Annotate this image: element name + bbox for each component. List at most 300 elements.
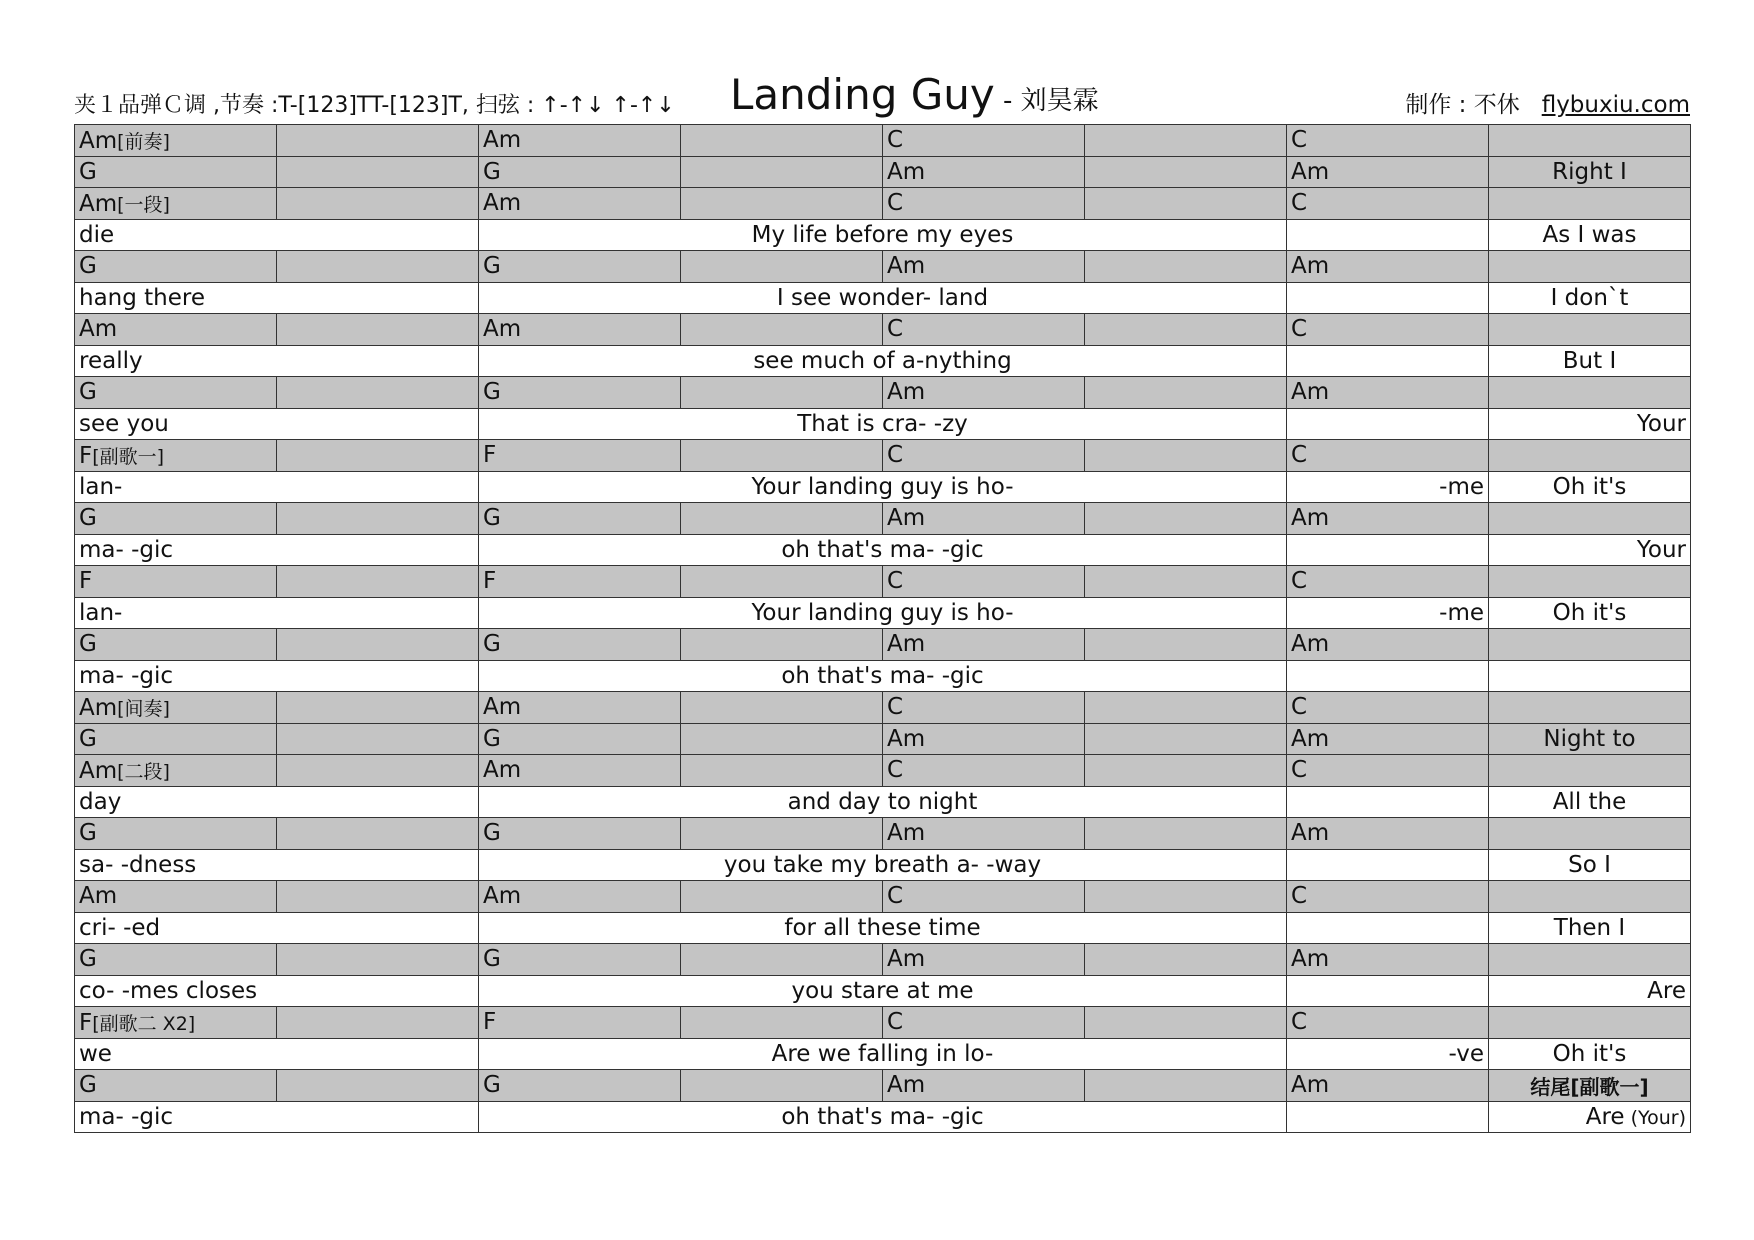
chord-row — [75, 629, 1691, 661]
chord-cell — [1287, 629, 1489, 661]
chord-cell — [75, 188, 277, 220]
chord-name: Night to — [1543, 725, 1636, 752]
chord-cell — [1287, 503, 1489, 535]
lyric-cell — [1489, 345, 1691, 377]
lyric-row — [75, 345, 1691, 377]
lyric-text: That is cra- -zy — [797, 410, 968, 437]
chord-cell — [277, 1070, 479, 1102]
lyric-row — [75, 1101, 1691, 1133]
chord-cell — [75, 629, 277, 661]
chord-cell — [1287, 566, 1489, 598]
chord-cell — [1085, 125, 1287, 157]
lyric-text: All the — [1552, 788, 1627, 815]
chord-cell — [277, 566, 479, 598]
lyric-text: really — [79, 347, 143, 374]
chord-name: Am — [887, 631, 926, 658]
chord-name: G — [79, 253, 97, 280]
chord-cell — [75, 314, 277, 346]
chord-row — [75, 1007, 1691, 1039]
chord-cell — [681, 944, 883, 976]
chord-cell — [1287, 944, 1489, 976]
lyric-cell — [1489, 219, 1691, 251]
chord-cell — [1085, 566, 1287, 598]
chord-name: Am — [887, 1072, 926, 1099]
lyric-cell — [479, 660, 1287, 692]
chord-name: G — [79, 820, 97, 847]
lyric-row — [75, 282, 1691, 314]
lyric-row — [75, 912, 1691, 944]
chord-row — [75, 818, 1691, 850]
chord-cell — [1287, 188, 1489, 220]
lyric-cell — [479, 1038, 1287, 1070]
lyric-text: oh that's ma- -gic — [781, 536, 984, 563]
lyric-cell — [1287, 975, 1489, 1007]
chord-name: Am — [887, 253, 926, 280]
chord-name: G — [79, 1072, 97, 1099]
chord-cell — [479, 440, 681, 472]
chord-cell — [277, 818, 479, 850]
chord-cell — [681, 314, 883, 346]
chord-cell — [1489, 377, 1691, 409]
chord-name: C — [887, 442, 904, 469]
chord-name: G — [79, 505, 97, 532]
lyric-cell — [1489, 849, 1691, 881]
chord-cell — [1085, 818, 1287, 850]
chord-row — [75, 377, 1691, 409]
chord-name: F — [79, 1009, 93, 1036]
chord-cell — [1085, 755, 1287, 787]
lyric-text: oh that's ma- -gic — [781, 1103, 984, 1130]
lyric-suffix: (Your) — [1624, 1106, 1686, 1129]
lyric-text: So I — [1568, 851, 1611, 878]
chord-name: G — [483, 946, 501, 973]
chord-name: F — [79, 442, 93, 469]
lyric-text: Your — [1636, 410, 1686, 437]
chord-cell — [681, 566, 883, 598]
chord-cell — [1489, 944, 1691, 976]
lyric-row — [75, 786, 1691, 818]
chord-cell — [277, 156, 479, 188]
chord-name: C — [887, 757, 904, 784]
chord-cell — [1489, 188, 1691, 220]
lyric-cell — [1287, 534, 1489, 566]
chord-cell — [883, 692, 1085, 724]
chord-cell — [479, 1070, 681, 1102]
chord-cell — [479, 692, 681, 724]
chord-name: C — [1291, 1009, 1308, 1036]
website-link[interactable]: flybuxiu.com — [1541, 92, 1690, 118]
chord-name: C — [887, 568, 904, 595]
chord-cell — [883, 440, 1085, 472]
chord-cell — [1287, 1007, 1489, 1039]
chord-name: G — [79, 631, 97, 658]
lyric-text: sa- -dness — [79, 851, 197, 878]
chord-cell — [1489, 314, 1691, 346]
lyric-text: Are we falling in lo- — [771, 1040, 994, 1067]
chord-name: C — [887, 127, 904, 154]
chord-name: G — [79, 725, 97, 752]
chord-name: C — [1291, 568, 1308, 595]
chord-cell — [681, 440, 883, 472]
chord-cell — [681, 188, 883, 220]
lyric-row — [75, 597, 1691, 629]
lyric-cell — [1489, 660, 1691, 692]
chord-cell — [883, 188, 1085, 220]
lyric-cell — [75, 975, 479, 1007]
chord-cell — [1489, 440, 1691, 472]
song-title: Landing Guy — [730, 70, 995, 119]
chord-name: G — [79, 158, 97, 185]
chord-cell — [1287, 251, 1489, 283]
chord-cell — [1287, 881, 1489, 913]
chord-cell — [883, 1070, 1085, 1102]
chord-cell — [1489, 818, 1691, 850]
chord-cell — [883, 818, 1085, 850]
lyric-cell — [1489, 282, 1691, 314]
lyric-cell — [1489, 912, 1691, 944]
chord-cell — [1489, 503, 1691, 535]
chord-cell — [883, 125, 1085, 157]
lyric-text: lan- — [79, 599, 123, 626]
chord-cell — [75, 755, 277, 787]
chord-cell — [883, 251, 1085, 283]
section-label: [间奏] — [117, 697, 170, 720]
lyric-text: My life before my eyes — [751, 221, 1014, 248]
lyric-cell — [479, 912, 1287, 944]
chord-name: Am — [79, 316, 118, 343]
chord-cell — [681, 156, 883, 188]
lyric-cell — [1287, 786, 1489, 818]
chord-cell — [681, 125, 883, 157]
lyric-text: Your landing guy is ho- — [751, 473, 1014, 500]
chord-name: Am — [1291, 1072, 1330, 1099]
lyric-cell — [479, 219, 1287, 251]
chord-cell — [479, 314, 681, 346]
lyric-cell — [75, 597, 479, 629]
chord-row — [75, 440, 1691, 472]
chord-name: Am — [483, 127, 522, 154]
lyric-text: Your landing guy is ho- — [751, 599, 1014, 626]
chord-cell — [479, 251, 681, 283]
lyric-cell — [75, 408, 479, 440]
chord-cell — [883, 156, 1085, 188]
lyric-cell — [1489, 534, 1691, 566]
lyric-cell — [1287, 660, 1489, 692]
lyric-text: Then I — [1553, 914, 1626, 941]
chord-name: Am — [483, 316, 522, 343]
chord-name: Am — [483, 694, 522, 721]
chord-name: Am — [1291, 725, 1330, 752]
chord-row — [75, 723, 1691, 755]
lyric-cell — [1287, 597, 1489, 629]
chord-cell — [681, 251, 883, 283]
chord-row — [75, 1070, 1691, 1102]
chord-cell — [681, 1070, 883, 1102]
lyric-cell — [75, 471, 479, 503]
chord-name: Am — [1291, 505, 1330, 532]
chord-name: Am — [1291, 631, 1330, 658]
chord-row — [75, 755, 1691, 787]
chord-name: G — [79, 379, 97, 406]
lyric-cell — [1489, 408, 1691, 440]
chord-cell — [277, 692, 479, 724]
chord-name: C — [1291, 694, 1308, 721]
lyric-text: see much of a-nything — [753, 347, 1012, 374]
lyric-cell — [479, 471, 1287, 503]
chord-cell — [75, 503, 277, 535]
lyric-text: for all these time — [784, 914, 981, 941]
chord-name: C — [1291, 190, 1308, 217]
chord-cell — [75, 377, 277, 409]
lyric-cell — [479, 786, 1287, 818]
chord-name: Am — [1291, 158, 1330, 185]
chord-cell — [1287, 156, 1489, 188]
chord-name: F — [79, 568, 93, 595]
chord-name: C — [887, 883, 904, 910]
chord-cell — [277, 125, 479, 157]
chord-row — [75, 881, 1691, 913]
chord-name: G — [79, 946, 97, 973]
lyric-text: Are — [1585, 1103, 1625, 1130]
chord-name: Am — [79, 127, 118, 154]
chord-cell — [1489, 755, 1691, 787]
author-credit: 制作 : 不休 — [1405, 92, 1520, 118]
capo-rhythm-info: 夹１品弹Ｃ调 ,节奏 :T-[123]TT-[123]T, 扫弦 : ↑-↑↓ ↑-↑↓ — [74, 93, 675, 118]
lyric-cell — [479, 282, 1287, 314]
lyric-row — [75, 534, 1691, 566]
chord-cell — [883, 566, 1085, 598]
lyric-row — [75, 219, 1691, 251]
chord-cell — [479, 125, 681, 157]
chord-name: G — [483, 505, 501, 532]
lyric-text: see you — [79, 410, 169, 437]
lyric-cell — [75, 786, 479, 818]
lyric-text: Your — [1636, 536, 1686, 563]
chord-cell — [479, 723, 681, 755]
chord-row — [75, 156, 1691, 188]
chord-cell — [681, 1007, 883, 1039]
lyric-text: As I was — [1542, 221, 1637, 248]
chord-cell — [1085, 440, 1287, 472]
chord-cell — [1085, 1007, 1287, 1039]
lyric-row — [75, 471, 1691, 503]
lyric-text: ma- -gic — [79, 536, 174, 563]
chord-cell — [75, 723, 277, 755]
chord-name: C — [887, 190, 904, 217]
chord-cell — [479, 944, 681, 976]
chord-cell — [681, 629, 883, 661]
lyric-row — [75, 849, 1691, 881]
chord-name: G — [483, 725, 501, 752]
sheet-header — [74, 66, 1690, 120]
chord-cell — [1287, 755, 1489, 787]
chord-cell — [1489, 566, 1691, 598]
chord-cell — [1287, 692, 1489, 724]
chord-name: C — [887, 316, 904, 343]
chord-name: F — [483, 1009, 497, 1036]
chord-cell — [1287, 314, 1489, 346]
chord-cell — [1085, 377, 1287, 409]
chord-cell — [1489, 125, 1691, 157]
lyric-cell — [75, 282, 479, 314]
chord-cell — [75, 125, 277, 157]
chord-cell — [883, 1007, 1085, 1039]
chord-cell — [681, 723, 883, 755]
section-label: [副歌一] — [92, 445, 165, 468]
chord-cell — [479, 503, 681, 535]
chord-cell — [1085, 251, 1287, 283]
lyric-text: die — [79, 221, 115, 248]
lyric-cell — [479, 534, 1287, 566]
section-label: [前奏] — [117, 130, 170, 153]
song-title-block — [730, 70, 1099, 119]
chord-cell — [883, 503, 1085, 535]
chord-cell — [479, 188, 681, 220]
lyric-cell — [1287, 471, 1489, 503]
lyric-text: Oh it's — [1552, 1040, 1627, 1067]
chord-name: G — [483, 1072, 501, 1099]
chord-cell — [1085, 881, 1287, 913]
lyric-cell — [75, 1101, 479, 1133]
lyric-cell — [479, 597, 1287, 629]
lyric-cell — [1287, 1038, 1489, 1070]
chord-cell — [75, 440, 277, 472]
lyric-cell — [1489, 597, 1691, 629]
lyric-text: we — [79, 1040, 112, 1067]
chord-cell — [883, 629, 1085, 661]
chord-cell — [479, 377, 681, 409]
chord-name: C — [1291, 883, 1308, 910]
chord-cell — [883, 314, 1085, 346]
lyric-cell — [75, 1038, 479, 1070]
lyric-text: and day to night — [787, 788, 978, 815]
lyric-cell — [1287, 408, 1489, 440]
chord-cell — [479, 881, 681, 913]
chord-cell — [1085, 944, 1287, 976]
chord-name: Am — [1291, 820, 1330, 847]
lyric-text: lan- — [79, 473, 123, 500]
chord-name: Am — [79, 883, 118, 910]
chord-cell — [1085, 156, 1287, 188]
lyric-cell — [1489, 471, 1691, 503]
lyric-cell — [1287, 282, 1489, 314]
lyric-text: -me — [1439, 473, 1484, 500]
chord-name: Am — [887, 946, 926, 973]
chord-cell — [1085, 723, 1287, 755]
chord-name: C — [1291, 442, 1308, 469]
chord-name: Am — [1291, 379, 1330, 406]
lyric-text: co- -mes closes — [79, 977, 258, 1004]
chord-name: G — [483, 820, 501, 847]
chord-row — [75, 944, 1691, 976]
section-label: [二段] — [117, 760, 170, 783]
chord-cell — [277, 251, 479, 283]
lyric-cell — [1287, 345, 1489, 377]
lyric-cell — [479, 1101, 1287, 1133]
lyric-text: I don`t — [1550, 284, 1629, 311]
lyric-text: day — [79, 788, 122, 815]
credit-block — [1405, 86, 1690, 119]
lyric-text: Oh it's — [1552, 473, 1627, 500]
chord-cell — [681, 692, 883, 724]
chord-row — [75, 188, 1691, 220]
lyric-cell — [1287, 1101, 1489, 1133]
chord-cell — [75, 818, 277, 850]
lyric-text: I see wonder- land — [776, 284, 989, 311]
chord-name: G — [483, 253, 501, 280]
chord-cell — [1085, 692, 1287, 724]
chord-row — [75, 566, 1691, 598]
chord-cell — [75, 566, 277, 598]
lyric-cell — [1287, 849, 1489, 881]
chord-name: C — [1291, 127, 1308, 154]
chord-cell — [75, 1070, 277, 1102]
chord-row — [75, 125, 1691, 157]
chord-cell — [277, 629, 479, 661]
chord-name: Am — [887, 725, 926, 752]
lyric-text: you take my breath a- -way — [723, 851, 1042, 878]
chord-name: Am — [887, 158, 926, 185]
lyric-text: But I — [1562, 347, 1617, 374]
section-label: [副歌二 X2] — [92, 1012, 196, 1035]
chord-name: G — [483, 158, 501, 185]
chord-row — [75, 503, 1691, 535]
chord-cell — [1489, 723, 1691, 755]
chord-cell — [1085, 629, 1287, 661]
chord-cell — [1287, 818, 1489, 850]
chord-name: Am — [887, 505, 926, 532]
chord-cell — [681, 377, 883, 409]
chord-cell — [1489, 1007, 1691, 1039]
chord-name: G — [483, 379, 501, 406]
chord-cell — [75, 692, 277, 724]
chord-name: Am — [483, 883, 522, 910]
lyric-cell — [1489, 975, 1691, 1007]
lyric-row — [75, 975, 1691, 1007]
chord-cell — [277, 440, 479, 472]
chord-row — [75, 251, 1691, 283]
artist-name: - 刘昊霖 — [994, 86, 1099, 116]
chord-cell — [277, 755, 479, 787]
chord-cell — [1085, 188, 1287, 220]
chord-cell — [75, 251, 277, 283]
chord-cell — [277, 944, 479, 976]
chord-cell — [75, 1007, 277, 1039]
lyric-cell — [1287, 219, 1489, 251]
section-label: [一段] — [117, 193, 170, 216]
chord-name: Right I — [1552, 158, 1627, 185]
chord-sheet-table — [74, 124, 1691, 1133]
lyric-text: Are — [1647, 977, 1686, 1004]
chord-name: Am — [79, 190, 118, 217]
chord-cell — [1287, 723, 1489, 755]
chord-name: F — [483, 568, 497, 595]
lyric-text: ma- -gic — [79, 662, 174, 689]
chord-row — [75, 692, 1691, 724]
lyric-text: oh that's ma- -gic — [781, 662, 984, 689]
chord-name: C — [887, 1009, 904, 1036]
chord-name: G — [483, 631, 501, 658]
lyric-text: you stare at me — [791, 977, 974, 1004]
chord-cell — [681, 503, 883, 535]
chord-name: Am — [1291, 946, 1330, 973]
lyric-cell — [1489, 786, 1691, 818]
lyric-cell — [75, 534, 479, 566]
chord-name: Am — [79, 757, 118, 784]
chord-name: 结尾[副歌一] — [1530, 1074, 1649, 1099]
chord-cell — [75, 881, 277, 913]
chord-name: Am — [483, 190, 522, 217]
